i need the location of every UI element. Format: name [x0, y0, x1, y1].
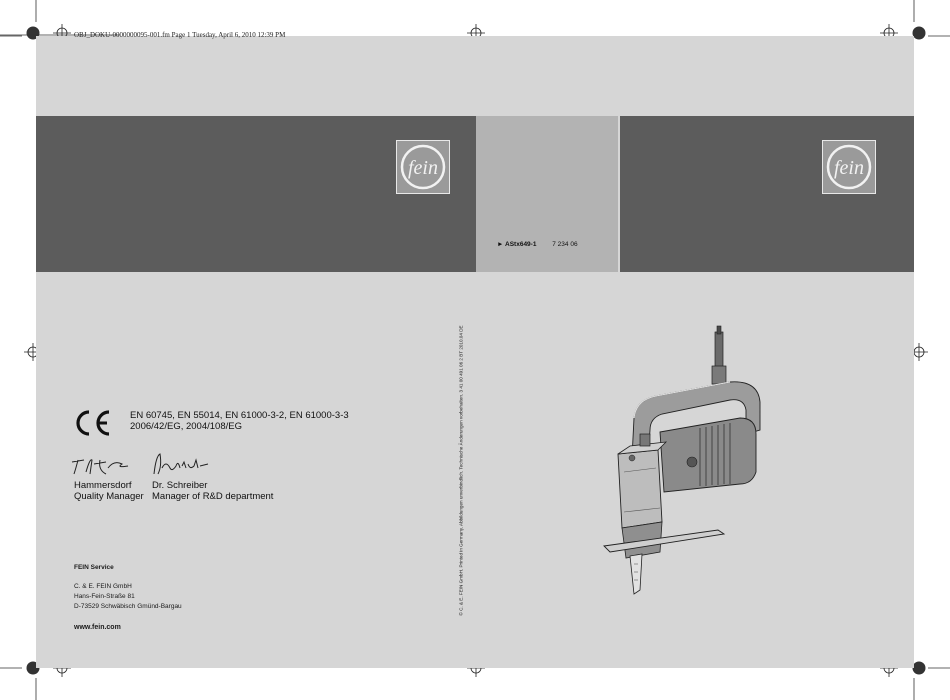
fein-logo-back — [396, 140, 450, 194]
signatory-1-title: Quality Manager — [74, 491, 144, 502]
service-street: Hans-Fein-Straße 81 — [74, 593, 135, 600]
arrow-icon: ► — [497, 241, 504, 248]
signatory-2 — [152, 480, 273, 502]
signatory-2-title: Manager of R&D department — [152, 491, 274, 502]
corner-dot-tr — [913, 27, 926, 40]
website-link[interactable]: www.fein.com — [74, 624, 121, 631]
spine-band — [476, 116, 618, 272]
signatory-2-name: Dr. Schreiber — [152, 480, 208, 491]
jigsaw-illustration — [600, 322, 780, 602]
model-number: 7 234 06 — [552, 241, 578, 248]
signature-schreiber — [150, 452, 212, 478]
legal-vertical-text: © C. & E. FEIN GmbH. Printed in Germany. Abbildungen unverbindlich. Technische Änderungen vorbehalten. 3 41 00 491 06 2 BT 2010.04 DE — [458, 325, 464, 616]
signatory-1 — [74, 480, 144, 502]
fein-logo-text: fein — [834, 157, 864, 179]
signature-hammersdorf — [70, 454, 132, 478]
standards-text — [130, 410, 349, 432]
slug-line: OBJ_DOKU-0000000095-001.fm Page 1 Tuesday, April 6, 2010 12:39 PM — [74, 31, 286, 39]
fein-logo-text: fein — [408, 157, 438, 179]
model-line — [497, 241, 578, 248]
signatory-1-name: Hammersdorf — [74, 480, 132, 491]
service-city: D-73529 Schwäbisch Gmünd-Bargau — [74, 603, 182, 610]
service-title: FEIN Service — [74, 564, 114, 571]
fein-logo-front — [822, 140, 876, 194]
model-name: AStx649-1 — [505, 241, 537, 248]
corner-dot-br — [913, 662, 926, 675]
standards-line-2: 2006/42/EG, 2004/108/EG — [130, 421, 242, 432]
ce-mark — [72, 408, 112, 443]
standards-line-1: EN 60745, EN 55014, EN 61000-3-2, EN 61000-3-3 — [130, 410, 349, 421]
service-company: C. & E. FEIN GmbH — [74, 583, 132, 590]
